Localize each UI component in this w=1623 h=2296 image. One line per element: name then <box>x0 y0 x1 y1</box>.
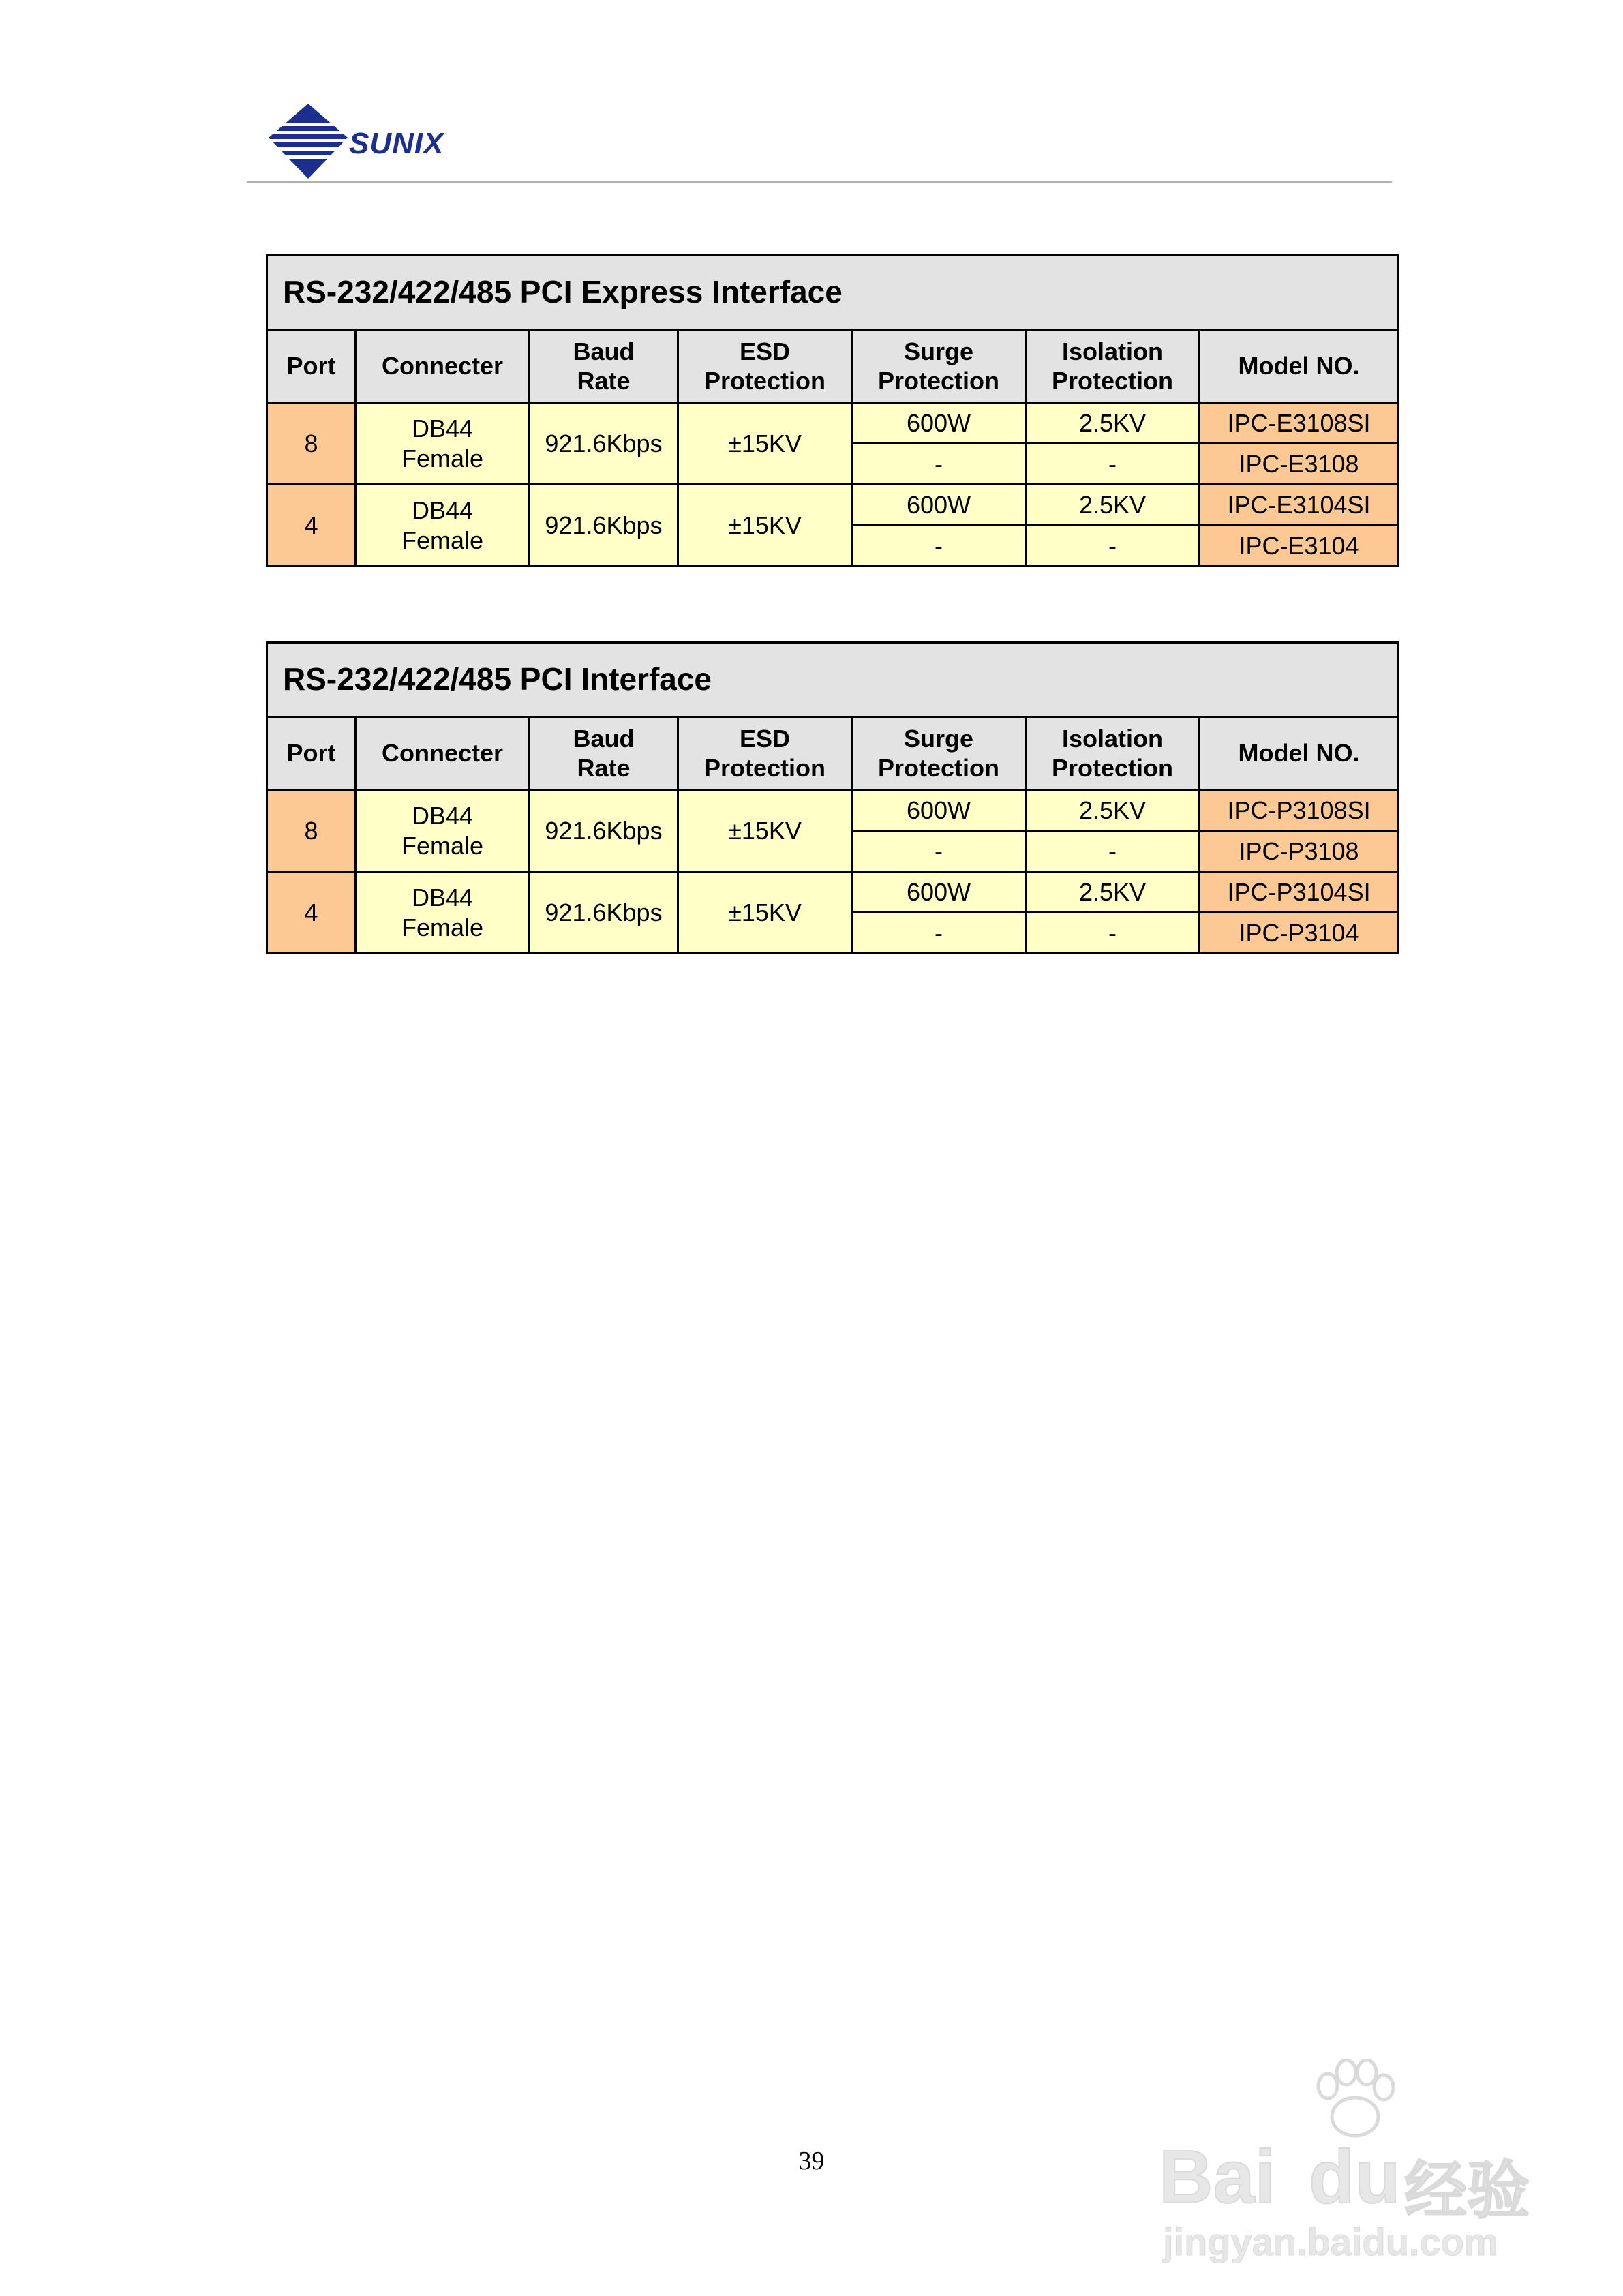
isolation-cell: 2.5KV <box>1026 403 1200 444</box>
watermark-url: jingyan.baidu.com <box>1163 2220 1498 2263</box>
column-header-surge: Surge Protection <box>852 330 1026 403</box>
surge-cell: - <box>852 831 1026 872</box>
column-header-connecter: Connecter <box>356 330 530 403</box>
isolation-cell: 2.5KV <box>1026 872 1200 913</box>
surge-cell: - <box>852 913 1026 954</box>
model-cell: IPC-P3104SI <box>1200 872 1399 913</box>
column-header-isolation: Isolation Protection <box>1026 330 1200 403</box>
baud-rate-cell: 921.6Kbps <box>530 485 678 567</box>
brand-logo-text: SUNIX <box>349 127 444 160</box>
column-header-port: Port <box>267 717 356 790</box>
watermark-jingyan: 经验 <box>1404 2154 1530 2227</box>
surge-cell: 600W <box>852 403 1026 444</box>
baud-rate-cell: 921.6Kbps <box>530 872 678 954</box>
column-header-surge: Surge Protection <box>852 717 1026 790</box>
surge-cell: - <box>852 444 1026 485</box>
esd-cell: ±15KV <box>678 872 852 954</box>
connecter-cell: DB44 Female <box>356 485 530 567</box>
surge-cell: 600W <box>852 790 1026 831</box>
port-cell: 4 <box>267 872 356 954</box>
isolation-cell: - <box>1026 913 1200 954</box>
header-divider <box>247 181 1392 183</box>
model-cell: IPC-P3108SI <box>1200 790 1399 831</box>
port-cell: 4 <box>267 485 356 567</box>
surge-cell: 600W <box>852 485 1026 526</box>
esd-cell: ±15KV <box>678 485 852 567</box>
column-header-model: Model NO. <box>1200 330 1399 403</box>
surge-cell: 600W <box>852 872 1026 913</box>
model-cell: IPC-E3108 <box>1200 444 1399 485</box>
table-row <box>267 790 1399 831</box>
pci-express-table <box>266 254 1399 567</box>
connecter-cell: DB44 Female <box>356 872 530 954</box>
column-header-connecter: Connecter <box>356 717 530 790</box>
baud-rate-cell: 921.6Kbps <box>530 403 678 485</box>
page-header <box>247 102 1392 183</box>
column-header-port: Port <box>267 330 356 403</box>
sunix-logo-icon <box>267 102 349 181</box>
model-cell: IPC-E3104SI <box>1200 485 1399 526</box>
model-cell: IPC-P3104 <box>1200 913 1399 954</box>
model-cell: IPC-E3108SI <box>1200 403 1399 444</box>
model-cell: IPC-E3104 <box>1200 526 1399 567</box>
table-title: RS-232/422/485 PCI Express Interface <box>267 256 1399 330</box>
table-row <box>267 872 1399 913</box>
table-row <box>267 485 1399 526</box>
column-header-baud-rate: Baud Rate <box>530 330 678 403</box>
connecter-cell: DB44 Female <box>356 790 530 872</box>
model-cell: IPC-P3108 <box>1200 831 1399 872</box>
esd-cell: ±15KV <box>678 790 852 872</box>
isolation-cell: 2.5KV <box>1026 790 1200 831</box>
connecter-cell: DB44 Female <box>356 403 530 485</box>
pci-table <box>266 641 1399 954</box>
surge-cell: - <box>852 526 1026 567</box>
port-cell: 8 <box>267 790 356 872</box>
baud-rate-cell: 921.6Kbps <box>530 790 678 872</box>
column-header-esd: ESD Protection <box>678 717 852 790</box>
table-title: RS-232/422/485 PCI Interface <box>267 643 1399 717</box>
isolation-cell: 2.5KV <box>1026 485 1200 526</box>
port-cell: 8 <box>267 403 356 485</box>
esd-cell: ±15KV <box>678 403 852 485</box>
paw-print-icon <box>1309 2059 1397 2141</box>
watermark-du: du <box>1309 2135 1401 2219</box>
watermark-bai: Bai <box>1159 2135 1276 2219</box>
page-number: 39 <box>798 2147 825 2175</box>
isolation-cell: - <box>1026 444 1200 485</box>
baidu-watermark <box>1152 2059 1547 2263</box>
column-header-esd: ESD Protection <box>678 330 852 403</box>
isolation-cell: - <box>1026 526 1200 567</box>
isolation-cell: - <box>1026 831 1200 872</box>
column-header-baud-rate: Baud Rate <box>530 717 678 790</box>
column-header-model: Model NO. <box>1200 717 1399 790</box>
column-header-isolation: Isolation Protection <box>1026 717 1200 790</box>
table-row <box>267 403 1399 444</box>
